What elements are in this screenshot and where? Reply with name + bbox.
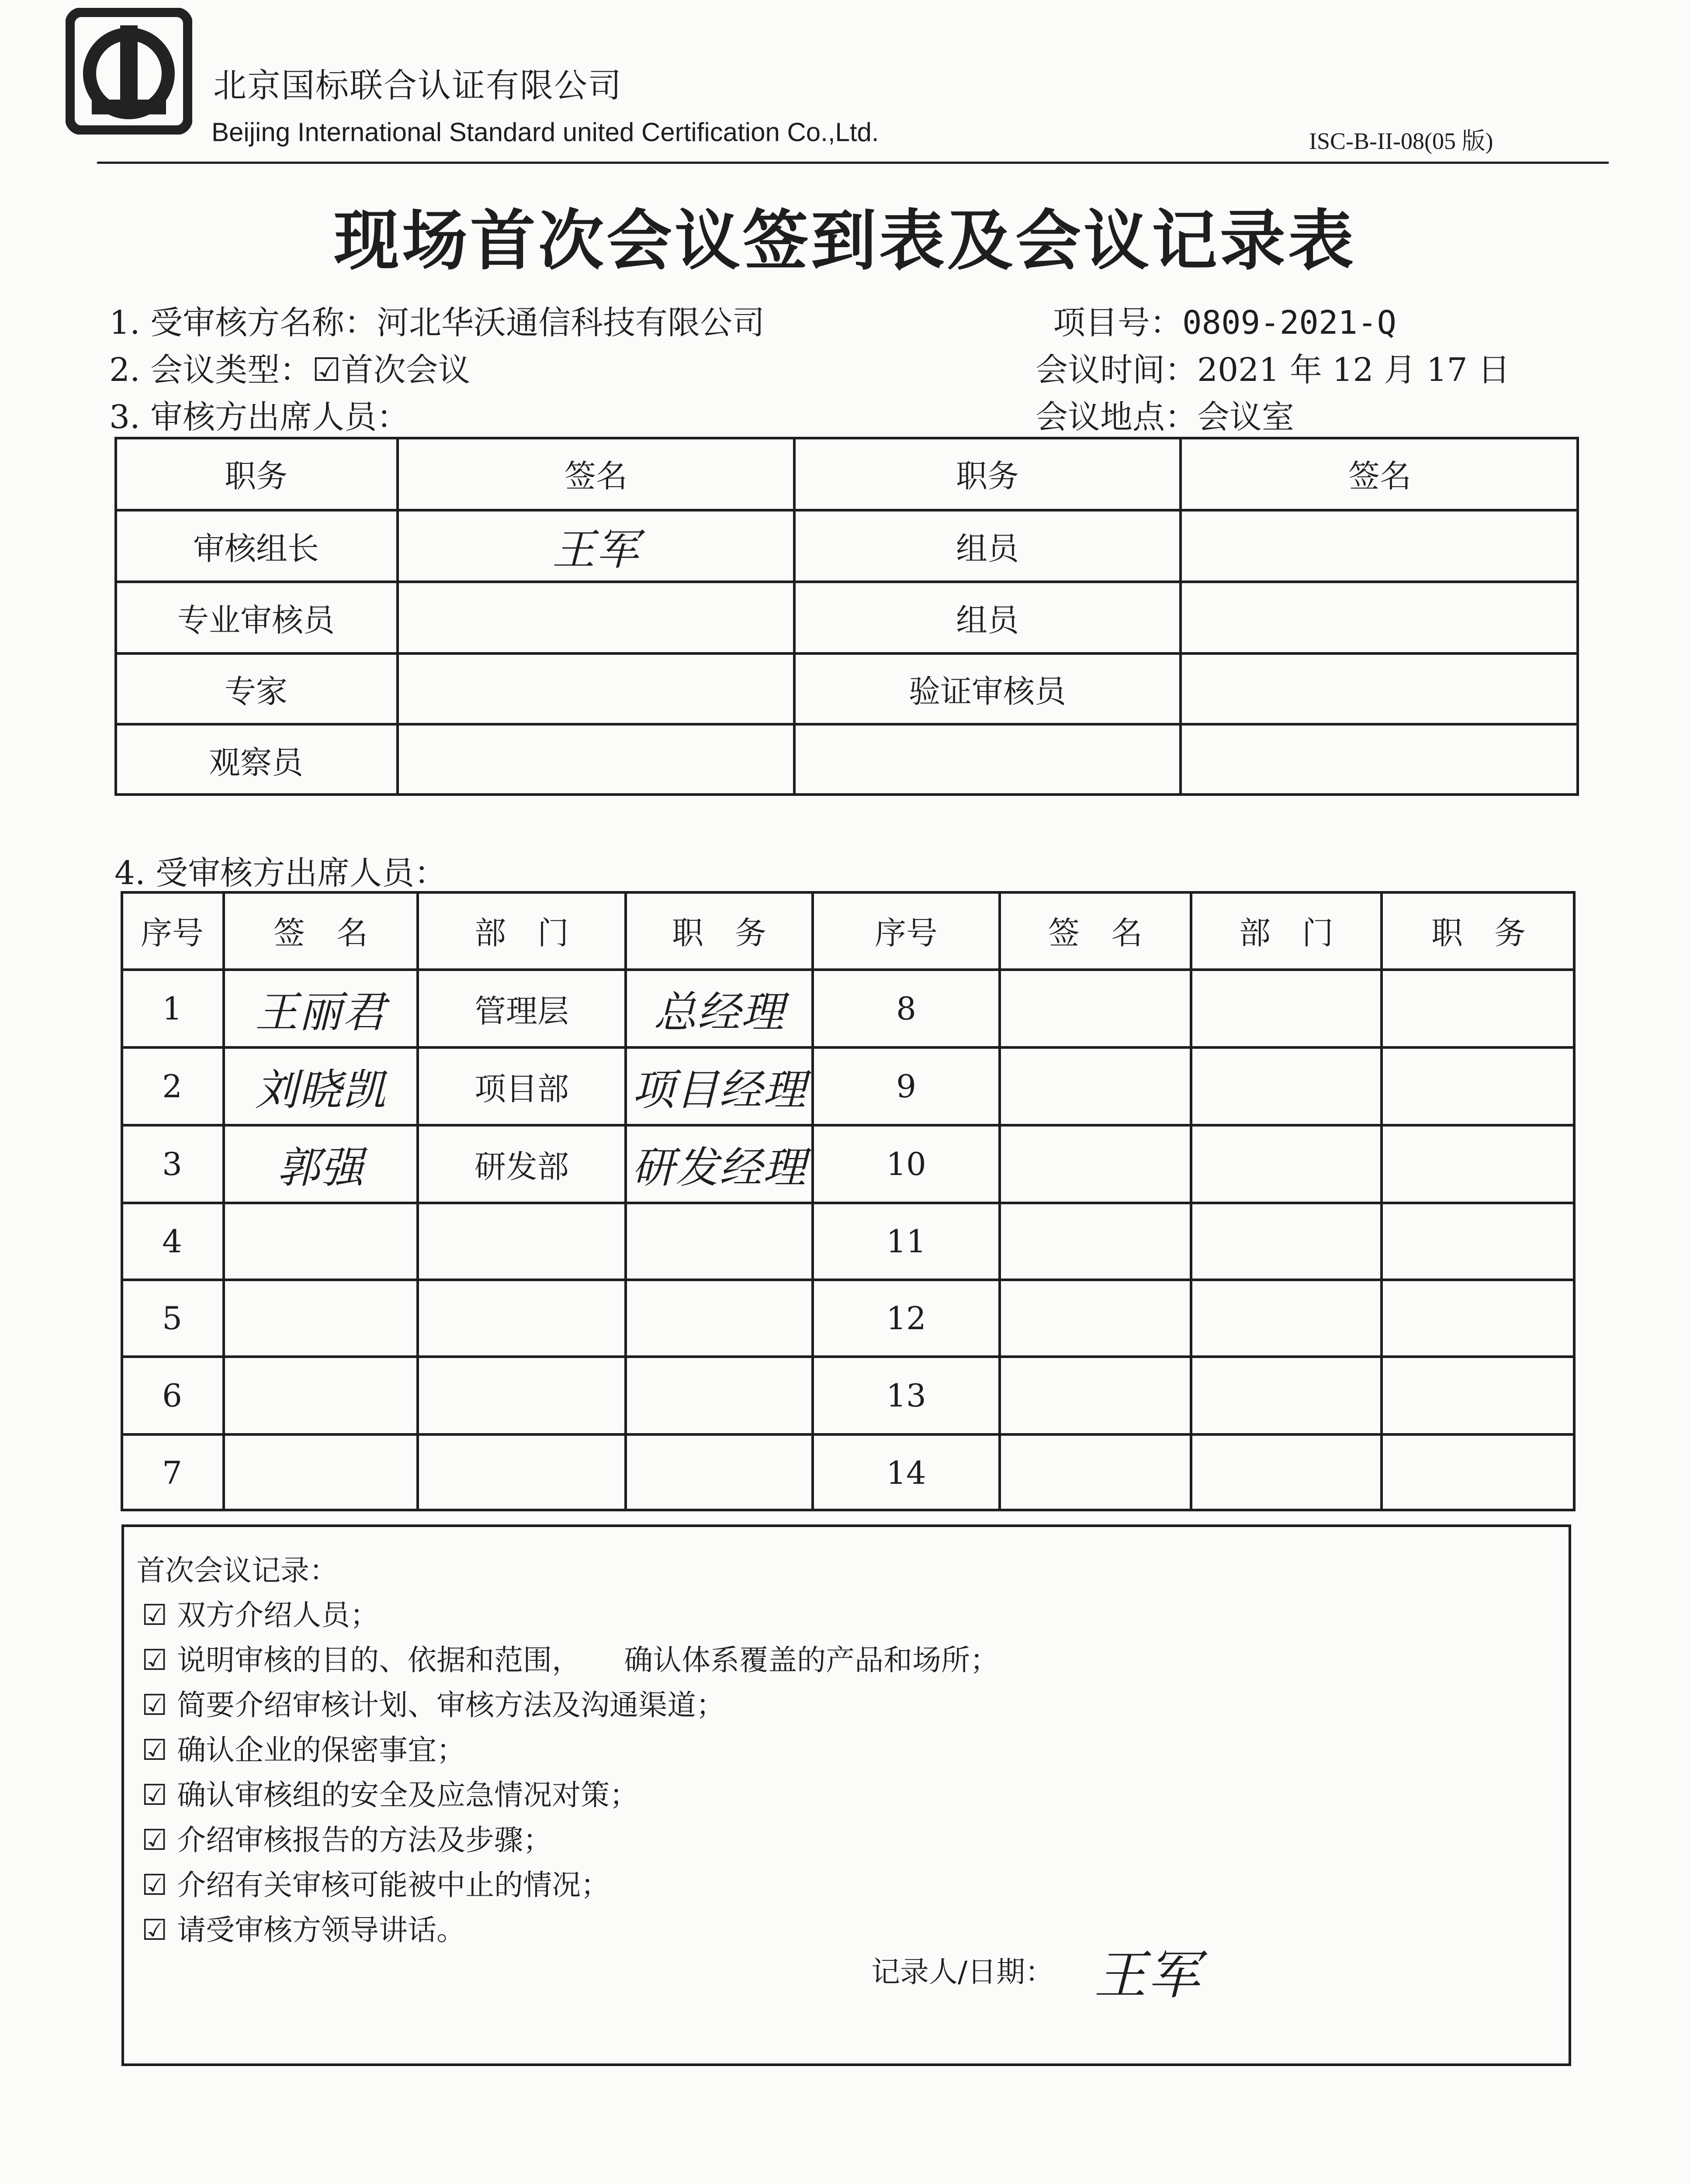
project-number-value: 0809-2021-Q [1182,304,1397,342]
minutes-item-5: ☑ 确认审核组的安全及应急情况对策； [142,1778,639,1812]
attendee-row-6-title [626,1357,813,1434]
attendee-row-6-dept [418,1357,626,1434]
meeting-time-value: 2021 年 12 月 17 日 [1197,351,1510,389]
audit-header-role-1: 职务 [224,458,287,494]
minutes-item-3: ☑ 简要介绍审核计划、审核方法及沟通渠道； [142,1688,725,1722]
audit-row-2-role: 专业审核员 [177,602,335,639]
attendee-row-5-title [626,1280,813,1357]
checkbox-checked-icon: ☑ [142,1643,168,1677]
attendee-row-4-title [626,1203,813,1280]
minutes-checklist [142,1593,999,1952]
header-rule [97,162,1609,164]
attendee-row-4-dept [418,1203,626,1280]
meeting-type-line [109,344,470,390]
audit-row-4-signature-2 [1181,724,1579,796]
project-number-label: 项目号： [1053,304,1182,342]
minutes-item-4: ☑ 确认企业的保密事宜； [142,1733,466,1767]
attendee-row-11-no: 11 [886,1223,926,1260]
document-code: ISC-B-II-08(05 版) [1309,128,1493,154]
attendee-table [121,891,1576,1511]
minutes-item-8: ☑ 请受审核方领导讲话。 [142,1913,466,1947]
auditor-attendees-label: 3. 审核方出席人员： [109,398,409,436]
minutes-item-1: ☑ 双方介绍人员； [142,1598,379,1632]
attendee-row-5-no: 5 [162,1300,182,1337]
checkbox-checked-icon: ☑ [142,1598,168,1632]
checkbox-checked-icon: ☑ [142,1913,168,1947]
page-title: 现场首次会议签到表及会议记录表 [333,203,1356,279]
attendee-header-no-1: 序号 [140,915,204,951]
audit-row-2-signature-2 [1181,582,1579,653]
minutes-item-2: ☑ 说明审核的目的、依据和范围， 确认体系覆盖的产品和场所； [142,1643,999,1677]
attendee-header-title-2: 职 务 [1431,915,1526,951]
attendee-header-name-1: 签 名 [273,915,368,951]
attendee-row-1-dept: 管理层 [474,993,569,1030]
checkbox-checked-icon: ☑ [142,1778,168,1812]
attendee-row-1-no: 1 [162,990,182,1027]
meeting-type-label: 2. 会议类型： [109,351,312,389]
attendee-row-4-no: 4 [162,1223,182,1260]
audit-row-3-role: 专家 [224,673,287,710]
attendee-header-title-1: 职 务 [672,915,766,951]
meeting-type-value: ☑首次会议 [312,351,471,389]
audit-row-3-signature-2 [1181,653,1579,724]
recorder-label: 记录人/日期： [871,1955,1054,1989]
audit-header-sign-2: 签名 [1348,458,1411,494]
attendee-row-6-signature [224,1357,418,1434]
auditee-name-line [109,297,765,343]
checkbox-checked-icon: ☑ [142,1733,168,1767]
meeting-time-label: 会议时间： [1035,351,1197,389]
project-number [1053,297,1396,343]
audit-header-sign-1: 签名 [564,458,627,494]
attendee-row-14-no: 14 [886,1455,926,1491]
audit-row-1-role-2: 组员 [956,530,1019,567]
meeting-time [1035,344,1510,390]
attendee-row-5-signature [224,1280,418,1357]
attendee-row-4-signature [224,1203,418,1280]
attendee-row-3-signature: 郭强 [277,1143,364,1193]
minutes-title: 首次会议记录： [136,1554,338,1587]
audit-header-role-2: 职务 [956,458,1019,494]
checkbox-checked-icon: ☑ [142,1688,168,1722]
attendee-row-2-dept: 项目部 [474,1071,569,1107]
attendee-row-10-no: 10 [886,1146,926,1182]
audit-row-3-signature [398,653,794,724]
checkbox-checked-icon: ☑ [142,1868,168,1902]
meeting-place-value: 会议室 [1197,398,1294,436]
audit-row-4-role: 观察员 [208,744,303,781]
meeting-place-label: 会议地点： [1035,398,1197,436]
audit-team-table [114,437,1579,796]
auditee-attendees-label: 4. 受审核方出席人员： [114,854,447,892]
attendee-header-dept-1: 部 门 [474,915,569,951]
audit-row-4-signature [398,724,794,796]
attendee-row-3-no: 3 [162,1146,182,1182]
audit-row-4-role-2 [794,724,1181,796]
attendee-row-6-no: 6 [162,1377,182,1414]
meeting-place [1035,391,1294,438]
attendee-row-5-dept [418,1280,626,1357]
auditee-name-value: 河北华沃通信科技有限公司 [377,304,765,342]
audit-row-2-signature [398,582,794,653]
attendee-row-8-no: 8 [896,990,916,1027]
company-name-en: Beijing International Standard united Certification Co.,Ltd. [211,117,879,147]
minutes-item-6: ☑ 介绍审核报告的方法及步骤； [142,1823,552,1857]
attendee-header-no-2: 序号 [874,915,938,951]
auditee-name-label: 1. 受审核方名称： [109,304,377,342]
checkbox-checked-icon: ☑ [142,1823,168,1857]
attendee-row-2-signature: 刘晓凯 [255,1065,386,1115]
attendee-row-7-signature [224,1434,418,1511]
audit-row-1-signature: 王军 [552,525,640,575]
attendee-row-7-no: 7 [162,1455,182,1491]
attendee-row-12-no: 12 [886,1300,926,1337]
attendee-header-name-2: 签 名 [1048,915,1143,951]
audit-row-1-role: 审核组长 [193,530,319,567]
audit-row-3-role-2: 验证审核员 [908,673,1066,710]
audit-row-2-role-2: 组员 [956,602,1019,639]
attendee-row-2-title: 项目经理 [631,1065,807,1115]
attendee-header-dept-2: 部 门 [1239,915,1333,951]
attendee-row-1-title: 总经理 [653,987,785,1037]
attendee-row-2-no: 2 [162,1068,182,1105]
attendee-row-7-dept [418,1434,626,1511]
attendee-row-1-signature: 王丽君 [255,987,386,1037]
recorder-signature: 王军 [1094,1945,1201,2006]
isc-logo-icon [66,8,192,135]
attendee-row-3-title: 研发经理 [631,1143,807,1193]
minutes-box [121,1524,1571,2066]
minutes-item-7: ☑ 介绍有关审核可能被中止的情况； [142,1868,610,1902]
company-name-cn: 北京国标联合认证有限公司 [213,66,622,105]
attendee-row-9-no: 9 [896,1068,916,1105]
attendee-row-13-no: 13 [886,1377,926,1414]
audit-row-1-signature-2 [1181,510,1579,582]
attendee-row-7-title [626,1434,813,1511]
attendee-row-3-dept: 研发部 [474,1148,569,1185]
